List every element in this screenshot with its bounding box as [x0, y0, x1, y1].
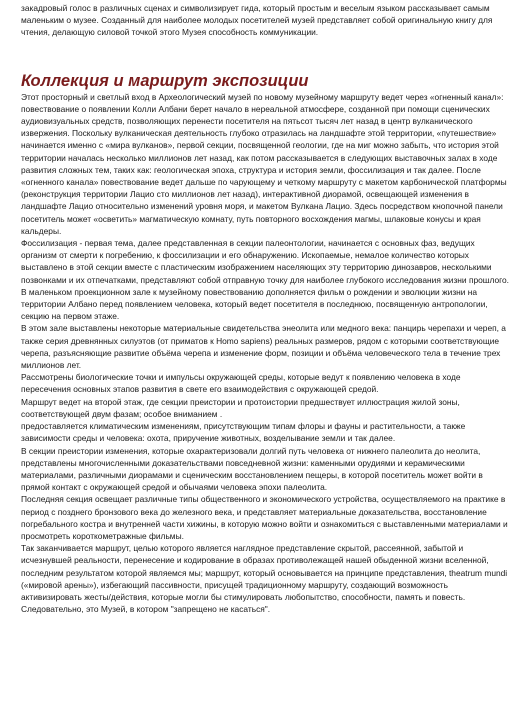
paragraph-prehistory-section: В секции преистории изменения, которые охарактеризовали долгий путь человека от нижнего палеолита до неолита, представлены многочисленными доказательствами повседневной жизни: каменными орудиями и керамическими материалами, различными диорамами и сценическим восстановлением пещеры, в которой посетитель может войти в прямой контакт с окружающей средой и обычаями человека эпохи палеолита. — [21, 445, 483, 493]
paragraph-fossilization: Фоссилизация - первая тема, далее представленная в секции палеонтологии, начинается с основных фаз, ведущих организм от смерти к погребению, к фоссилизации и его обнаружению. Ископаемые, немалое количество которых выставлено в этой секции вместе с пластическим изображением населяющих эту территорию динозавров, несколькими позвонками и их отпечатками, представляют собой отправную точку для наиболее глубокого исследования жизни прошлого. — [21, 238, 510, 285]
section-title: Коллекция и маршрут экспозиции — [21, 71, 309, 90]
paragraph-eneolithic-hall: В этом зале выставлены некоторые материальные свидетельства энеолита или медного века: панцирь черепахи и череп, а также серия древнянных силуэтов (от приматов к Homo sapiens) реальных размеров, рядом с которыми соответствующие черепа, разъясняющие развитие объёма черепа и изменение форм, позиции и объёма человеческого тела в течение трех миллионов лет. — [21, 323, 506, 371]
intro-paragraph: закадровый голос в различных сценах и символизирует гида, который простым и веселым языком рассказывает самым маленьким о музее. Созданный для наиболее молодых посетителей музей представляет собой оригинальную книгу для чтения, делающую силовой точкой этого Музея способность коммуникации. — [21, 3, 493, 38]
section-body — [21, 91, 510, 616]
paragraph-climate-changes: предоставляется климатическим изменениям, присутствующим типам флоры и фауны и растительности, а также зависимости среды и человека: охота, приручение животных, возделывание земли и так далее. — [21, 421, 466, 444]
paragraph-projection-room: В маленьком проекционном зале к музейному повествованию дополняется фильм о рождении и эволюции жизни на территории Албано перед появлением человека, который ведет посетителя в последнюю, посвященную антропологии, секцию на первом этаже. — [21, 286, 488, 322]
paragraph-second-floor: Маршрут ведет на второй этаж, где секции преистории и протоистории предшествует иллюстрация жилой зоны, соответствующей двум фазам; особое вниманием . — [21, 396, 460, 419]
paragraph-biological-factors: Рассмотрены биологические точки и импульсы окружающей среды, которые ведут к появлению человека в ходе пересечения основных этапов развития в свете его взаимодействия с окружающей средой. — [21, 372, 461, 395]
paragraph-conclusion: Так заканчивается маршрут, целью которого является наглядное представление скрытой, рассеянной, забытой и исчезнувшей реальности, перенесение и кодирование в образах противолежащей нашей обыденной жизни вселенной, последним результатом которой являемся мы; маршрут, который основывается на принципе представления, theatrum mundi («мировой арены»), избегающий пассивности, присущей традиционному маршруту, создающий возможность активизировать жесты/действия, которые могли бы стимулировать любопытство, способности, память и повесть. Следовательно, это Музей, в котором "запрещено не касаться". — [21, 543, 508, 615]
paragraph-last-section: Последняя секция освещает различные типы общественного и экономического устройства, осуществляемого на практике в период с позднего бронзового века до железного века, и представляет материальные доказательства, восстановление погребального костра и внутренней части хижины, в которую можно войти и ознакомиться с выставленными материалами и просмотреть короткометражные фильмы. — [21, 494, 508, 541]
paragraph-volcano-entrance: Этот просторный и светлый вход в Археологический музей по новому музейному маршруту ведет через «огненный канал»: повествование о появлении Колли Албани берет начало в нереальной атмосфере, созданной при помощи сценических аудиовизуальных средств, позволяющих перенести посетителя на пятьсот тысяч лет назад в центр вулканического извержения. Поскольку вулканическая деятельность глубоко отразилась на ландшафте этой территории, «путешествие» начинается именно с «мира вулканов», первой секции, посвященной геологии, где на миг можно забыть, что история этой территории началась несколько миллионов лет назад, как потом рассказывается в следующих выставочных залах в ходе развития сложных тем, таких как: геологическая эпоха, структура и история земли, фоссилизация и так далее. После «огненного канала» повествование ведет дальше по чарующему и четкому маршруту с макетом карбонической платформы (реконструкция территории Лацио сто миллионов лет назад), интерактивной диорамой, освещающей изменения в ландшафте Лацио относительно изменений уровня моря, и макетом Вулкана Лацио. Здесь посредством кнопочной панели посетитель может «осветить» магматическую комнату, путь повторного восхождения магмы, шлаковые конусы и края кальдеры. — [21, 91, 507, 236]
